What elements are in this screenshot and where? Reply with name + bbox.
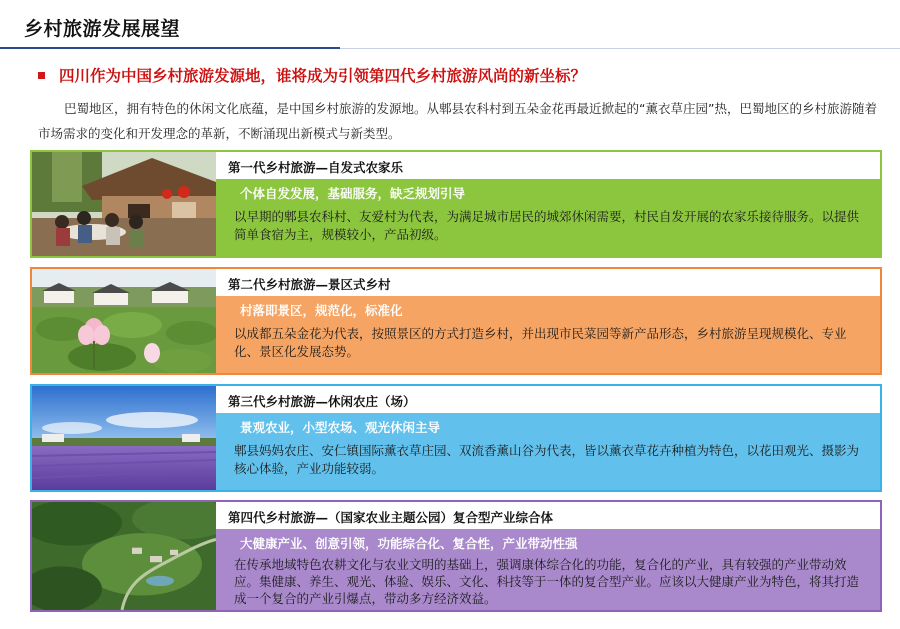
- generation-description: 郫县妈妈农庄、安仁镇国际薰衣草庄园、双流香薰山谷为代表，皆以薰衣草花卉种植为特色，以花田观光、摄影为核心体验，产业功能较弱。: [234, 443, 860, 476]
- generation-title: 第三代乡村旅游—休闲农庄（场）: [228, 394, 416, 409]
- generation-tagline: 个体自发发展，基础服务，缺乏规划引导: [240, 186, 466, 201]
- red-square-bullet-icon: [38, 72, 45, 79]
- title-underline-thin: [340, 48, 900, 49]
- generation-title: 第二代乡村旅游—景区式乡村: [228, 277, 391, 292]
- generation-panel: [216, 413, 880, 490]
- generation-description: 在传承地域特色农耕文化与农业文明的基础上，强调康体综合化的功能，复合化的产业，具有较强的产业带动效应。集健康、养生、观光、体验、娱乐、文化、科技等于一体的复合型产业。应该以大健康产业为特色，将其打造成一个复合的产业引爆点，带动多方经济效益。: [234, 557, 860, 606]
- generation-panel: [216, 296, 880, 373]
- title-underline: [0, 47, 340, 49]
- generation-tagline: 景观农业，小型农场、观光休闲主导: [240, 420, 441, 435]
- farmhouse-dining-photo: [32, 152, 216, 256]
- intro-paragraph: 巴蜀地区，拥有特色的休闲文化底蕴，是中国乡村旅游的发源地。从郫县农科村到五朵金花再最近掀起的“薰衣草庄园”热，巴蜀地区的乡村旅游随着市场需求的变化和开发理念的革新，不断涌现出新模式与新类型。: [38, 101, 877, 141]
- headline: 四川作为中国乡村旅游发源地，谁将成为引领第四代乡村旅游风尚的新坐标？: [59, 67, 587, 85]
- generation-description: 以早期的郫县农科村、友爱村为代表，为满足城市居民的城郊休闲需要，村民自发开展的农家乐接待服务。以提供简单食宿为主，规模较小，产品初级。: [234, 209, 860, 242]
- generation-tagline: 村落即景区，规范化，标准化: [240, 303, 403, 318]
- page-title: 乡村旅游发展展望: [24, 18, 181, 40]
- generation-card-1: [30, 150, 882, 258]
- headline-row: [38, 64, 880, 86]
- generation-title: 第一代乡村旅游—自发式农家乐: [228, 160, 404, 175]
- generation-card-3: [30, 384, 882, 492]
- generation-panel: [216, 179, 880, 256]
- aerial-park-photo: [32, 502, 216, 610]
- generation-description: 以成都五朵金花为代表，按照景区的方式打造乡村，并出现市民菜园等新产品形态，乡村旅游呈现规模化、专业化、景区化发展态势。: [234, 326, 847, 359]
- lavender-field-photo: [32, 386, 216, 490]
- generation-tagline: 大健康产业、创意引领，功能综合化、复合性，产业带动性强: [240, 536, 578, 551]
- generation-card-4: [30, 500, 882, 612]
- generation-card-2: [30, 267, 882, 375]
- generation-panel: [216, 529, 880, 610]
- generation-title: 第四代乡村旅游—（国家农业主题公园）复合型产业综合体: [228, 510, 554, 525]
- lotus-village-photo: [32, 269, 216, 373]
